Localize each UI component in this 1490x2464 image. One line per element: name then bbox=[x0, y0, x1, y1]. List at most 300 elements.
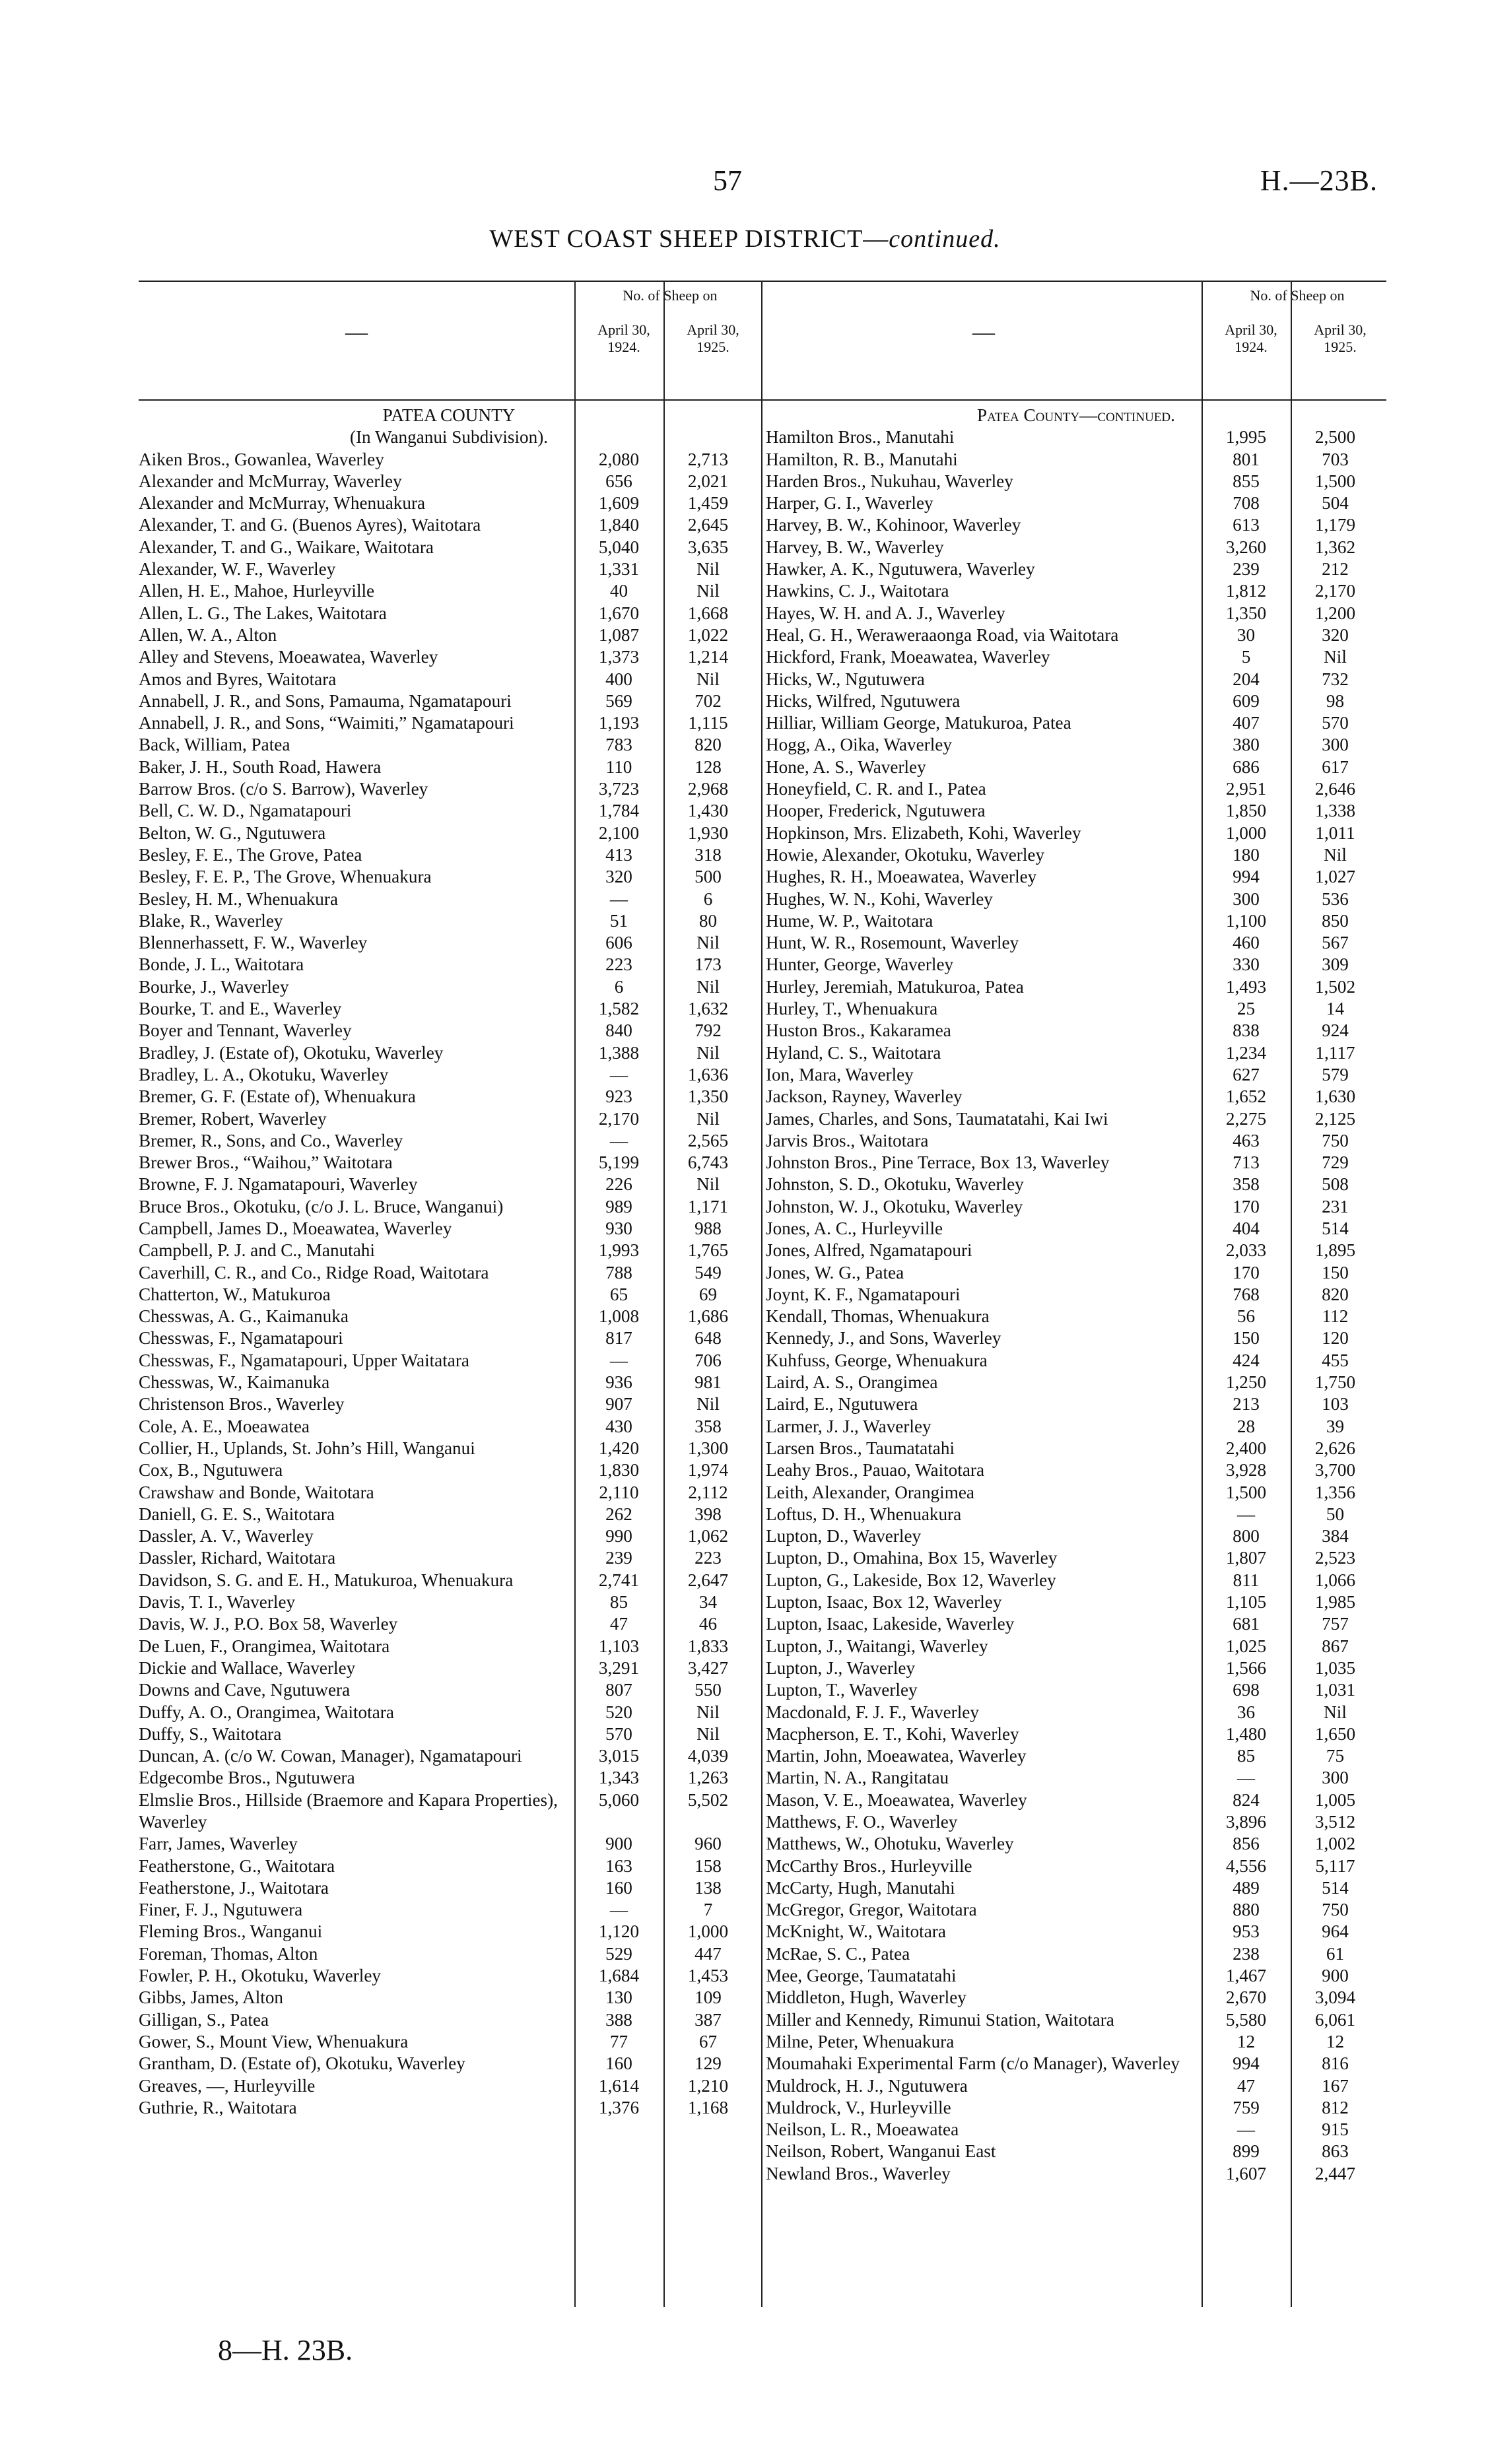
table-row bbox=[766, 624, 1386, 646]
table-row bbox=[766, 1218, 1386, 1240]
sheep-1924: 856 bbox=[1233, 1834, 1260, 1854]
sheep-1925: 1,002 bbox=[1314, 1834, 1356, 1854]
holder-name: Chesswas, F., Ngamatapouri bbox=[139, 1328, 343, 1349]
holder-name: Loftus, D. H., Whenuakura bbox=[766, 1504, 962, 1524]
sheep-1924: 606 bbox=[605, 933, 632, 953]
sheep-1925: 223 bbox=[694, 1548, 722, 1568]
sheep-1924: 1,995 bbox=[1225, 427, 1267, 448]
table-row bbox=[139, 1987, 759, 2009]
holder-name: Johnston, W. J., Okotuku, Waverley bbox=[766, 1196, 1023, 1216]
sheep-1924: 1,607 bbox=[1225, 2163, 1267, 2183]
sheep-1925: Nil bbox=[696, 1394, 720, 1415]
table-row bbox=[139, 1921, 759, 1943]
holder-name: Middleton, Hugh, Waverley bbox=[766, 1987, 966, 2008]
holder-name: Lupton, J., Waverley bbox=[766, 1657, 916, 1678]
sheep-1924: 3,015 bbox=[598, 1746, 640, 1766]
table-row bbox=[139, 2053, 759, 2075]
table-row bbox=[766, 1393, 1386, 1415]
sheep-1925: 75 bbox=[1326, 1746, 1345, 1766]
table-row bbox=[766, 2075, 1386, 2097]
sheep-1925: 514 bbox=[1322, 1877, 1349, 1898]
table-row bbox=[766, 1350, 1386, 1372]
table-row bbox=[766, 1591, 1386, 1613]
sheep-1924: 1,000 bbox=[1225, 822, 1267, 843]
table-row bbox=[766, 1130, 1386, 1152]
holder-name: Kennedy, J., and Sons, Waverley bbox=[766, 1328, 1001, 1349]
sheep-1925: 1,765 bbox=[687, 1240, 729, 1261]
holder-name: Jones, Alfred, Ngamatapouri bbox=[766, 1240, 972, 1261]
holder-name: Gilligan, S., Patea bbox=[139, 2009, 269, 2030]
table-row bbox=[766, 1702, 1386, 1723]
sheep-1924: 990 bbox=[605, 1526, 632, 1547]
right-header-dash: — bbox=[972, 320, 995, 345]
sheep-1924: 2,033 bbox=[1225, 1240, 1267, 1261]
holder-name: Alexander and McMurray, Waverley bbox=[139, 471, 402, 491]
holder-name: Harvey, B. W., Kohinoor, Waverley bbox=[766, 515, 1021, 535]
sheep-1924: 788 bbox=[605, 1262, 632, 1282]
sheep-1924: 759 bbox=[1233, 2097, 1260, 2117]
holder-name: Blake, R., Waverley bbox=[139, 910, 283, 931]
table-row bbox=[766, 1547, 1386, 1569]
table-row bbox=[766, 866, 1386, 888]
sheep-1925: 387 bbox=[694, 2009, 722, 2030]
table-row bbox=[766, 1438, 1386, 1459]
sheep-1925: 138 bbox=[694, 1877, 722, 1898]
table-row bbox=[139, 603, 759, 624]
holder-name: Moumahaki Experimental Farm (c/o Manager), Waverley bbox=[766, 2053, 1180, 2074]
sheep-1924: 994 bbox=[1233, 867, 1260, 887]
holder-name: Foreman, Thomas, Alton bbox=[139, 1943, 318, 1964]
sheep-1925: 1,022 bbox=[687, 624, 729, 645]
sheep-1924: 3,928 bbox=[1225, 1460, 1267, 1481]
sheep-1924: 1,582 bbox=[598, 999, 640, 1019]
sheep-1924: 1,812 bbox=[1225, 581, 1267, 601]
table-row bbox=[766, 1196, 1386, 1218]
sheep-1924: 3,291 bbox=[598, 1657, 640, 1678]
sheep-1925: 167 bbox=[1322, 2075, 1349, 2096]
table-row bbox=[139, 1262, 759, 1284]
sheep-1925: Nil bbox=[696, 976, 720, 997]
table-row bbox=[766, 1064, 1386, 1086]
holder-name: Duffy, S., Waitotara bbox=[139, 1723, 282, 1744]
sheep-1925: 2,713 bbox=[687, 449, 729, 469]
holder-name: Caverhill, C. R., and Co., Ridge Road, Waitotara bbox=[139, 1262, 489, 1282]
sheep-1924: 1,614 bbox=[598, 2075, 640, 2096]
table-row bbox=[139, 1086, 759, 1108]
sheep-1925: 1,035 bbox=[1314, 1657, 1356, 1678]
sheep-1925: 2,112 bbox=[688, 1482, 728, 1502]
sheep-1925: 1,350 bbox=[687, 1086, 729, 1107]
holder-name: Crawshaw and Bonde, Waitotara bbox=[139, 1482, 374, 1502]
sheep-1924: 380 bbox=[1233, 735, 1260, 755]
sheep-1925: 732 bbox=[1322, 669, 1349, 689]
sheep-1925: 1,632 bbox=[687, 999, 729, 1019]
sheep-1924: 768 bbox=[1233, 1284, 1260, 1304]
holder-name: Lupton, Isaac, Lakeside, Waverley bbox=[766, 1614, 1015, 1634]
holder-name: Baker, J. H., South Road, Hawera bbox=[139, 756, 382, 777]
sheep-1924: 5,199 bbox=[598, 1152, 640, 1173]
holder-name: Matthews, F. O., Waverley bbox=[766, 1812, 958, 1832]
value-column-divider bbox=[574, 281, 576, 2307]
table-row bbox=[766, 822, 1386, 844]
sheep-1925: 3,512 bbox=[1314, 1812, 1356, 1832]
page-title bbox=[0, 224, 1490, 253]
sheep-1924: 899 bbox=[1233, 2141, 1260, 2162]
sheep-1924: 400 bbox=[605, 669, 632, 689]
holder-name: Chesswas, F., Ngamatapouri, Upper Waitatara bbox=[139, 1350, 469, 1370]
sheep-1925: 128 bbox=[694, 756, 722, 777]
page-number: 57 bbox=[713, 164, 742, 197]
holder-name: McKnight, W., Waitotara bbox=[766, 1921, 946, 1942]
holder-name: Duffy, A. O., Orangimea, Waitotara bbox=[139, 1702, 394, 1722]
holder-name: Bourke, T. and E., Waverley bbox=[139, 999, 342, 1019]
table-row bbox=[139, 1855, 759, 1877]
table-row bbox=[766, 690, 1386, 712]
sheep-1925: 2,968 bbox=[687, 779, 729, 799]
sheep-1925: 863 bbox=[1322, 2141, 1349, 2162]
table-row bbox=[766, 1174, 1386, 1195]
sheep-1924: 907 bbox=[605, 1394, 632, 1415]
sheep-1924: 358 bbox=[1233, 1174, 1260, 1195]
table-row bbox=[766, 1679, 1386, 1701]
sheep-1925: 1,179 bbox=[1314, 515, 1356, 535]
holder-name: Chatterton, W., Matukuroa bbox=[139, 1284, 331, 1304]
sheep-1924: 85 bbox=[609, 1592, 628, 1613]
sheep-1925: 103 bbox=[1322, 1394, 1349, 1415]
holder-name: Chesswas, A. G., Kaimanuka bbox=[139, 1306, 349, 1327]
holder-name: Cox, B., Ngutuwera bbox=[139, 1460, 283, 1481]
sheep-1925: 567 bbox=[1322, 933, 1349, 953]
sheep-1925: 6 bbox=[703, 888, 713, 909]
sheep-1924: 1,105 bbox=[1225, 1592, 1267, 1613]
holder-name: Aiken Bros., Gowanlea, Waverley bbox=[139, 449, 384, 469]
holder-name: Campbell, P. J. and C., Manutahi bbox=[139, 1240, 375, 1261]
sheep-1924: 520 bbox=[605, 1702, 632, 1722]
sheep-1924: 2,951 bbox=[1225, 779, 1267, 799]
sheep-1924: 262 bbox=[605, 1504, 632, 1524]
table-row bbox=[139, 1504, 759, 1525]
table-row bbox=[766, 1240, 1386, 1261]
sheep-1925: 964 bbox=[1322, 1921, 1349, 1942]
sheep-1925: 309 bbox=[1322, 954, 1349, 975]
holder-name: Macdonald, F. J. F., Waverley bbox=[766, 1702, 979, 1722]
sheep-1925: 300 bbox=[1322, 735, 1349, 755]
sheep-1924: 213 bbox=[1233, 1394, 1260, 1415]
sheep-1925: 2,125 bbox=[1314, 1108, 1356, 1129]
table-row bbox=[766, 2141, 1386, 2162]
holder-name: Laird, E., Ngutuwera bbox=[766, 1394, 918, 1415]
holder-name: Leahy Bros., Pauao, Waitotara bbox=[766, 1460, 985, 1481]
sheep-1924: 1,343 bbox=[598, 1768, 640, 1788]
sheep-1925: 39 bbox=[1326, 1416, 1345, 1436]
sheep-1925: 508 bbox=[1322, 1174, 1349, 1195]
sheep-1925: 1,027 bbox=[1314, 867, 1356, 887]
sheep-1924: 807 bbox=[605, 1680, 632, 1700]
sheep-1925: Nil bbox=[1324, 844, 1347, 865]
table-row bbox=[766, 1327, 1386, 1349]
holder-name: McRae, S. C., Patea bbox=[766, 1943, 910, 1964]
holder-name: Hunt, W. R., Rosemount, Waverley bbox=[766, 933, 1019, 953]
sheep-1924: 994 bbox=[1233, 2053, 1260, 2074]
table-row bbox=[139, 1833, 759, 1855]
sheep-1924: 223 bbox=[605, 954, 632, 975]
table-row bbox=[766, 1284, 1386, 1306]
table-row bbox=[766, 1965, 1386, 1987]
right-column bbox=[766, 281, 1386, 2307]
sheep-1924: 30 bbox=[1236, 624, 1256, 645]
sheep-1924: 330 bbox=[1233, 954, 1260, 975]
sheep-1925: 3,635 bbox=[687, 537, 729, 557]
sheep-1924: 170 bbox=[1233, 1196, 1260, 1216]
sheep-1925: 320 bbox=[1322, 624, 1349, 645]
sheep-1925: 1,930 bbox=[687, 822, 729, 843]
sheep-1925: 447 bbox=[694, 1943, 722, 1964]
table-row bbox=[139, 1416, 759, 1438]
document-code: H.—23B. bbox=[1260, 164, 1378, 197]
table-row bbox=[766, 2163, 1386, 2185]
table-row bbox=[766, 1459, 1386, 1481]
sheep-1924: 77 bbox=[609, 2031, 628, 2051]
sheep-1925: 7 bbox=[703, 1900, 713, 1920]
holder-name: Hogg, A., Oika, Waverley bbox=[766, 735, 952, 755]
table-row bbox=[139, 1372, 759, 1393]
sheep-1924: 656 bbox=[605, 471, 632, 491]
holder-name: Alexander, T. and G. (Buenos Ayres), Waitotara bbox=[139, 515, 481, 535]
sheep-1924: 708 bbox=[1233, 493, 1260, 514]
table-row bbox=[766, 800, 1386, 822]
table-row bbox=[139, 954, 759, 976]
sheep-1925: 2,645 bbox=[687, 515, 729, 535]
sheep-1925: 1,210 bbox=[687, 2075, 729, 2096]
holder-name: Bell, C. W. D., Ngamatapouri bbox=[139, 801, 352, 821]
table-row bbox=[139, 449, 759, 471]
table-row bbox=[139, 1899, 759, 1921]
table-row bbox=[766, 646, 1386, 668]
holder-name: Heal, G. H., Weraweraaonga Road, via Waitotara bbox=[766, 624, 1119, 645]
table-row bbox=[139, 2097, 759, 2119]
sheep-1925: Nil bbox=[696, 933, 720, 953]
right-header-1924: April 30, 1924. bbox=[1225, 321, 1277, 355]
holder-name: Greaves, —, Hurleyville bbox=[139, 2075, 316, 2096]
sheep-1925: 12 bbox=[1326, 2031, 1345, 2051]
sheep-1924: 5,060 bbox=[598, 1789, 640, 1810]
holder-name: Hickford, Frank, Moeawatea, Waverley bbox=[766, 647, 1050, 667]
table-row bbox=[139, 734, 759, 756]
sheep-1924: 1,493 bbox=[1225, 976, 1267, 997]
table-row bbox=[766, 1855, 1386, 1877]
sheep-1925: 757 bbox=[1322, 1614, 1349, 1634]
sheep-1925: 648 bbox=[694, 1328, 722, 1349]
holder-name: Featherstone, J., Waitotara bbox=[139, 1877, 329, 1898]
sheep-1924: 47 bbox=[609, 1614, 628, 1634]
sheep-1925: 617 bbox=[1322, 756, 1349, 777]
sheep-1925: 1,200 bbox=[1314, 603, 1356, 623]
sheep-1924: 713 bbox=[1233, 1152, 1260, 1173]
holder-name: Johnston, S. D., Okotuku, Waverley bbox=[766, 1174, 1024, 1195]
sheep-1924: 1,008 bbox=[598, 1306, 640, 1327]
sheep-1924: 460 bbox=[1233, 933, 1260, 953]
sheep-1925: 67 bbox=[698, 2031, 718, 2051]
table-row bbox=[139, 1723, 759, 1745]
sheep-1924: 1,467 bbox=[1225, 1966, 1267, 1986]
table-row bbox=[766, 471, 1386, 492]
sheep-1924: 407 bbox=[1233, 713, 1260, 733]
sheep-1924: 1,609 bbox=[598, 493, 640, 514]
holder-name: Chesswas, W., Kaimanuka bbox=[139, 1372, 330, 1393]
sheep-1924: 570 bbox=[605, 1723, 632, 1744]
sheep-1925: Nil bbox=[696, 1723, 720, 1744]
sheep-1924: 811 bbox=[1233, 1570, 1260, 1590]
holder-name: Grantham, D. (Estate of), Okotuku, Waverley bbox=[139, 2053, 465, 2074]
sheep-1925: 1,630 bbox=[1314, 1086, 1356, 1107]
table-row bbox=[139, 537, 759, 558]
table-row bbox=[139, 1459, 759, 1481]
holder-name: Hughes, R. H., Moeawatea, Waverley bbox=[766, 867, 1037, 887]
table-row bbox=[766, 1482, 1386, 1504]
table-row bbox=[139, 1152, 759, 1174]
table-row bbox=[139, 624, 759, 646]
sheep-1924: 1,670 bbox=[598, 603, 640, 623]
sheep-1925: 1,459 bbox=[687, 493, 729, 514]
table-row bbox=[139, 1636, 759, 1657]
table-row bbox=[766, 580, 1386, 602]
sheep-1925: 1,062 bbox=[687, 1526, 729, 1547]
table-row bbox=[139, 1547, 759, 1569]
right-header-1925: April 30, 1925. bbox=[1314, 321, 1367, 355]
table-row bbox=[139, 1130, 759, 1152]
holder-name: Davidson, S. G. and E. H., Matukuroa, Whenuakura bbox=[139, 1570, 514, 1590]
sheep-1924: 160 bbox=[605, 1877, 632, 1898]
sheep-1925: 112 bbox=[1322, 1306, 1349, 1327]
holder-name: Bonde, J. L., Waitotara bbox=[139, 954, 304, 975]
sheep-1924: 698 bbox=[1233, 1680, 1260, 1700]
sheep-1924: 953 bbox=[1233, 1921, 1260, 1942]
sheep-1925: 2,626 bbox=[1314, 1438, 1356, 1458]
sheep-1925: 812 bbox=[1322, 2097, 1349, 2117]
sheep-1925: 1,300 bbox=[687, 1438, 729, 1458]
sheep-1924: 3,260 bbox=[1225, 537, 1267, 557]
sheep-1924: 56 bbox=[1236, 1306, 1256, 1327]
table-row bbox=[139, 690, 759, 712]
sheep-1924: 923 bbox=[605, 1086, 632, 1107]
holder-name: Belton, W. G., Ngutuwera bbox=[139, 822, 326, 843]
sheep-1925: 867 bbox=[1322, 1636, 1349, 1656]
table-row bbox=[139, 1613, 759, 1635]
table-row bbox=[766, 669, 1386, 690]
sheep-1924: 1,331 bbox=[598, 559, 640, 580]
table-row bbox=[139, 866, 759, 888]
sheep-1924: 424 bbox=[1233, 1350, 1260, 1370]
table-row bbox=[766, 1811, 1386, 1833]
holder-name: Lupton, J., Waitangi, Waverley bbox=[766, 1636, 988, 1656]
sheep-1925: 579 bbox=[1322, 1064, 1349, 1084]
holder-name: Farr, James, Waverley bbox=[139, 1834, 298, 1854]
table-row bbox=[139, 888, 759, 910]
sheep-1924: 204 bbox=[1233, 669, 1260, 689]
sheep-1925: 981 bbox=[694, 1372, 722, 1393]
holder-name: Hawker, A. K., Ngutuwera, Waverley bbox=[766, 559, 1035, 580]
sheep-1924: 2,741 bbox=[598, 1570, 640, 1590]
holder-name: Dassler, Richard, Waitotara bbox=[139, 1548, 336, 1568]
sheep-1925: 915 bbox=[1322, 2119, 1349, 2140]
table-row bbox=[766, 1636, 1386, 1657]
sheep-1925: 792 bbox=[694, 1020, 722, 1041]
sheep-1924: 1,850 bbox=[1225, 801, 1267, 821]
table-row bbox=[766, 1789, 1386, 1811]
sheep-1924: 2,100 bbox=[598, 822, 640, 843]
table-row bbox=[766, 2119, 1386, 2141]
holder-name: Jarvis Bros., Waitotara bbox=[766, 1130, 929, 1150]
sheep-1925: 1,168 bbox=[687, 2097, 729, 2117]
sheep-1924: 404 bbox=[1233, 1218, 1260, 1238]
table-row bbox=[766, 603, 1386, 624]
left-header-1924: April 30, 1924. bbox=[597, 321, 650, 355]
sheep-1925: 109 bbox=[694, 1987, 722, 2008]
sheep-1925: 5,502 bbox=[687, 1789, 729, 1810]
holder-name: Guthrie, R., Waitotara bbox=[139, 2097, 297, 2117]
holder-name: Mee, George, Taumatatahi bbox=[766, 1966, 957, 1986]
value-column-divider bbox=[1202, 281, 1203, 2307]
holder-name: Bradley, L. A., Okotuku, Waverley bbox=[139, 1064, 389, 1084]
sheep-1925: 500 bbox=[694, 867, 722, 887]
sheep-1924: 1,250 bbox=[1225, 1372, 1267, 1393]
section-heading: PATEA COUNTY bbox=[382, 405, 516, 425]
table-row bbox=[139, 558, 759, 580]
holder-name: Besley, F. E., The Grove, Patea bbox=[139, 844, 362, 865]
holder-name: Martin, John, Moeawatea, Waverley bbox=[766, 1746, 1027, 1766]
sheep-1925: 50 bbox=[1326, 1504, 1345, 1524]
holder-name: Edgecombe Bros., Ngutuwera bbox=[139, 1768, 355, 1788]
sheep-1924: 1,103 bbox=[598, 1636, 640, 1656]
holder-name: Hicks, Wilfred, Ngutuwera bbox=[766, 690, 961, 711]
table-row bbox=[139, 1350, 759, 1372]
sheep-1925: 158 bbox=[694, 1855, 722, 1876]
sheep-1924: 489 bbox=[1233, 1877, 1260, 1898]
holder-name: Hilliar, William George, Matukuroa, Patea bbox=[766, 713, 1071, 733]
holder-name: Bradley, J. (Estate of), Okotuku, Waverley bbox=[139, 1042, 444, 1063]
sheep-1925: 2,170 bbox=[1314, 581, 1356, 601]
sheep-1925: 1,650 bbox=[1314, 1723, 1356, 1744]
holder-name: Lupton, T., Waverley bbox=[766, 1680, 918, 1700]
sheep-1925: 1,362 bbox=[1314, 537, 1356, 557]
table-row bbox=[139, 1702, 759, 1723]
sheep-1924: 320 bbox=[605, 867, 632, 887]
holder-name: Bremer, R., Sons, and Co., Waverley bbox=[139, 1130, 403, 1150]
sheep-1925: 703 bbox=[1322, 449, 1349, 469]
sheep-1924: 160 bbox=[605, 2053, 632, 2074]
sheep-1924: 388 bbox=[605, 2009, 632, 2030]
holder-name: Macpherson, E. T., Kohi, Waverley bbox=[766, 1723, 1019, 1744]
table-row bbox=[766, 2009, 1386, 2031]
holder-name: McCarthy Bros., Hurleyville bbox=[766, 1855, 972, 1876]
sheep-1925: 2,647 bbox=[687, 1570, 729, 1590]
holder-name: Howie, Alexander, Okotuku, Waverley bbox=[766, 844, 1045, 865]
sheep-1925: 1,000 bbox=[687, 1921, 729, 1942]
holder-name: Blennerhassett, F. W., Waverley bbox=[139, 933, 368, 953]
holder-name: Annabell, J. R., and Sons, “Waimiti,” Ngamatapouri bbox=[139, 713, 514, 733]
table-row bbox=[139, 1064, 759, 1086]
table-row bbox=[139, 844, 759, 866]
center-divider bbox=[761, 281, 762, 2307]
sheep-1925: 455 bbox=[1322, 1350, 1349, 1370]
sheep-1924: 239 bbox=[1233, 559, 1260, 580]
sheep-1925: 1,686 bbox=[687, 1306, 729, 1327]
sheep-1925: Nil bbox=[696, 669, 720, 689]
table-row bbox=[766, 1416, 1386, 1438]
holder-name: Christenson Bros., Waverley bbox=[139, 1394, 345, 1415]
holder-name: Cole, A. E., Moeawatea bbox=[139, 1416, 310, 1436]
sheep-1924: 1,784 bbox=[598, 801, 640, 821]
